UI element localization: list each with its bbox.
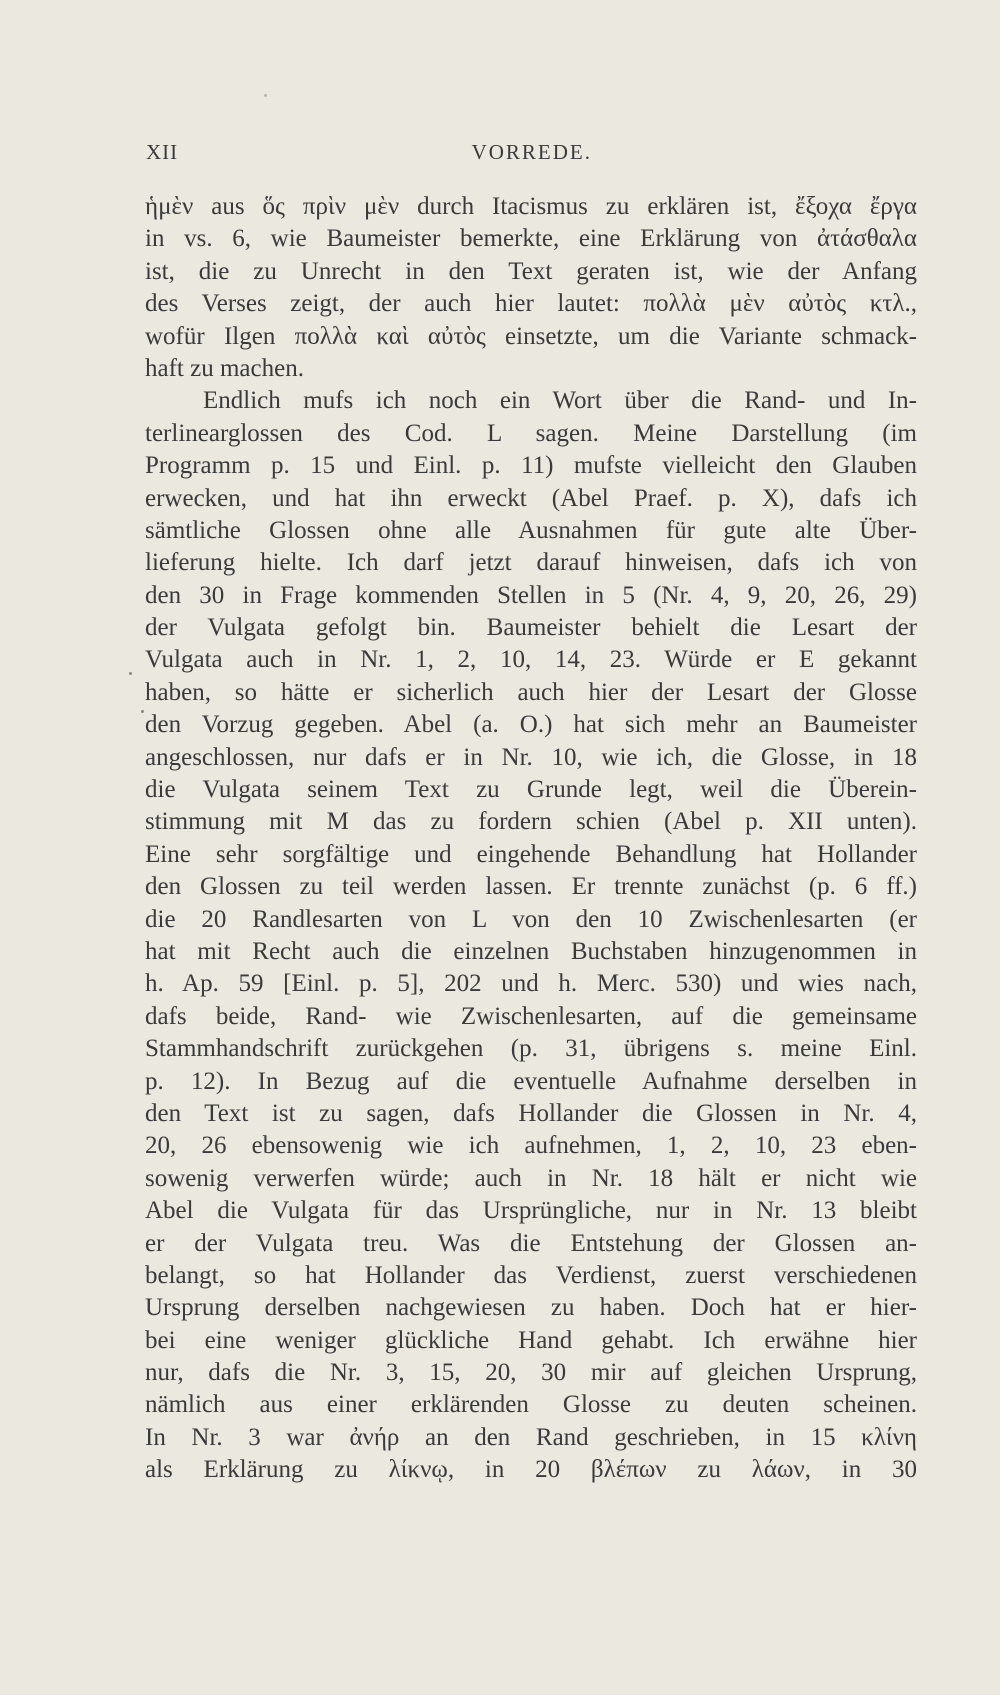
text-line: nur, dafs die Nr. 3, 15, 20, 30 mir auf gleichen Ursprung, bbox=[145, 1359, 917, 1387]
text-line: die 20 Randlesarten von L von den 10 Zwischenlesarten (er bbox=[145, 905, 917, 933]
paper-speck bbox=[129, 672, 132, 675]
text-line: Stammhandschrift zurückgehen (p. 31, übrigens s. meine Einl. bbox=[145, 1035, 917, 1063]
text-line: h. Ap. 59 [Einl. p. 5], 202 und h. Merc. 530) und wies nach, bbox=[145, 970, 917, 998]
text-line: stimmung mit M das zu fordern schien (Abel p. XII unten). bbox=[145, 808, 917, 836]
text-line: Vulgata auch in Nr. 1, 2, 10, 14, 23. Würde er E gekannt bbox=[145, 646, 917, 674]
text-line: Abel die Vulgata für das Ursprüngliche, nur in Nr. 13 bleibt bbox=[145, 1197, 917, 1225]
text-line: bei eine weniger glückliche Hand gehabt. Ich erwähne hier bbox=[145, 1326, 917, 1354]
text-line: ἡμὲν aus ὅς πρὶν μὲν durch Itacismus zu erklären ist, ἔξοχα ἔργα bbox=[145, 193, 917, 220]
text-line: erwecken, und hat ihn erweckt (Abel Praef. p. X), dafs ich bbox=[145, 484, 917, 512]
text-line: den Glossen zu teil werden lassen. Er trennte zunächst (p. 6 ff.) bbox=[145, 873, 917, 901]
text-line: in vs. 6, wie Baumeister bemerkte, eine Erklärung von ἀτάσθαλα bbox=[145, 225, 917, 253]
text-line: nämlich aus einer erklärenden Glosse zu deuten scheinen. bbox=[145, 1391, 917, 1419]
body-text bbox=[145, 191, 917, 1487]
text-line: den Vorzug gegeben. Abel (a. O.) hat sich mehr an Baumeister bbox=[145, 711, 917, 739]
text-line: wofür Ilgen πολλὰ καὶ αὐτὸς einsetzte, um die Variante schmack- bbox=[145, 322, 917, 350]
text-line: belangt, so hat Hollander das Verdienst, zuerst verschiedenen bbox=[145, 1261, 917, 1289]
text-line: haft zu machen. bbox=[145, 354, 304, 382]
text-line: In Nr. 3 war ἀνήρ an den Rand geschrieben, in 15 κλίνη bbox=[145, 1423, 917, 1451]
text-line: 20, 26 ebensowenig wie ich aufnehmen, 1, 2, 10, 23 eben- bbox=[145, 1132, 917, 1160]
text-line: ist, die zu Unrecht in den Text geraten ist, wie der Anfang bbox=[145, 257, 917, 285]
text-line: er der Vulgata treu. Was die Entstehung der Glossen an- bbox=[145, 1229, 917, 1257]
text-line: sowenig verwerfen würde; auch in Nr. 18 hält er nicht wie bbox=[145, 1164, 917, 1192]
text-line: Endlich mufs ich noch ein Wort über die Rand- und In- bbox=[203, 387, 917, 415]
paper-speck bbox=[264, 94, 267, 97]
text-line: als Erklärung zu λίκνῳ, in 20 βλέπων zu λάων, in 30 bbox=[145, 1456, 917, 1484]
running-header bbox=[146, 140, 592, 170]
paper-speck bbox=[141, 710, 144, 713]
text-line: hat mit Recht auch die einzelnen Buchstaben hinzugenommen in bbox=[145, 937, 917, 965]
text-line: den 30 in Frage kommenden Stellen in 5 (Nr. 4, 9, 20, 26, 29) bbox=[145, 581, 917, 609]
text-line: sämtliche Glossen ohne alle Ausnahmen für gute alte Über- bbox=[145, 516, 917, 544]
text-line: der Vulgata gefolgt bin. Baumeister behielt die Lesart der bbox=[145, 614, 917, 642]
text-line: terlinearglossen des Cod. L sagen. Meine Darstellung (im bbox=[145, 419, 917, 447]
running-title: VORREDE. bbox=[471, 140, 592, 164]
text-line: haben, so hätte er sicherlich auch hier der Lesart der Glosse bbox=[145, 678, 917, 706]
text-line: p. 12). In Bezug auf die eventuelle Aufnahme derselben in bbox=[145, 1067, 917, 1095]
text-line: Eine sehr sorgfältige und eingehende Behandlung hat Hollander bbox=[145, 840, 917, 868]
text-line: Programm p. 15 und Einl. p. 11) mufste vielleicht den Glauben bbox=[145, 452, 917, 480]
text-line: des Verses zeigt, der auch hier lautet: πολλὰ μὲν αὐτὸς κτλ., bbox=[145, 290, 917, 318]
text-line: lieferung hielte. Ich darf jetzt darauf hinweisen, dafs ich von bbox=[145, 549, 917, 577]
text-line: angeschlossen, nur dafs er in Nr. 10, wie ich, die Glosse, in 18 bbox=[145, 743, 917, 771]
page-number: XII bbox=[146, 140, 179, 164]
text-line: dafs beide, Rand- wie Zwischenlesarten, auf die gemeinsame bbox=[145, 1002, 917, 1030]
text-line: den Text ist zu sagen, dafs Hollander die Glossen in Nr. 4, bbox=[145, 1099, 917, 1127]
text-line: die Vulgata seinem Text zu Grunde legt, weil die Überein- bbox=[145, 776, 917, 804]
text-line: Ursprung derselben nachgewiesen zu haben. Doch hat er hier- bbox=[145, 1294, 917, 1322]
